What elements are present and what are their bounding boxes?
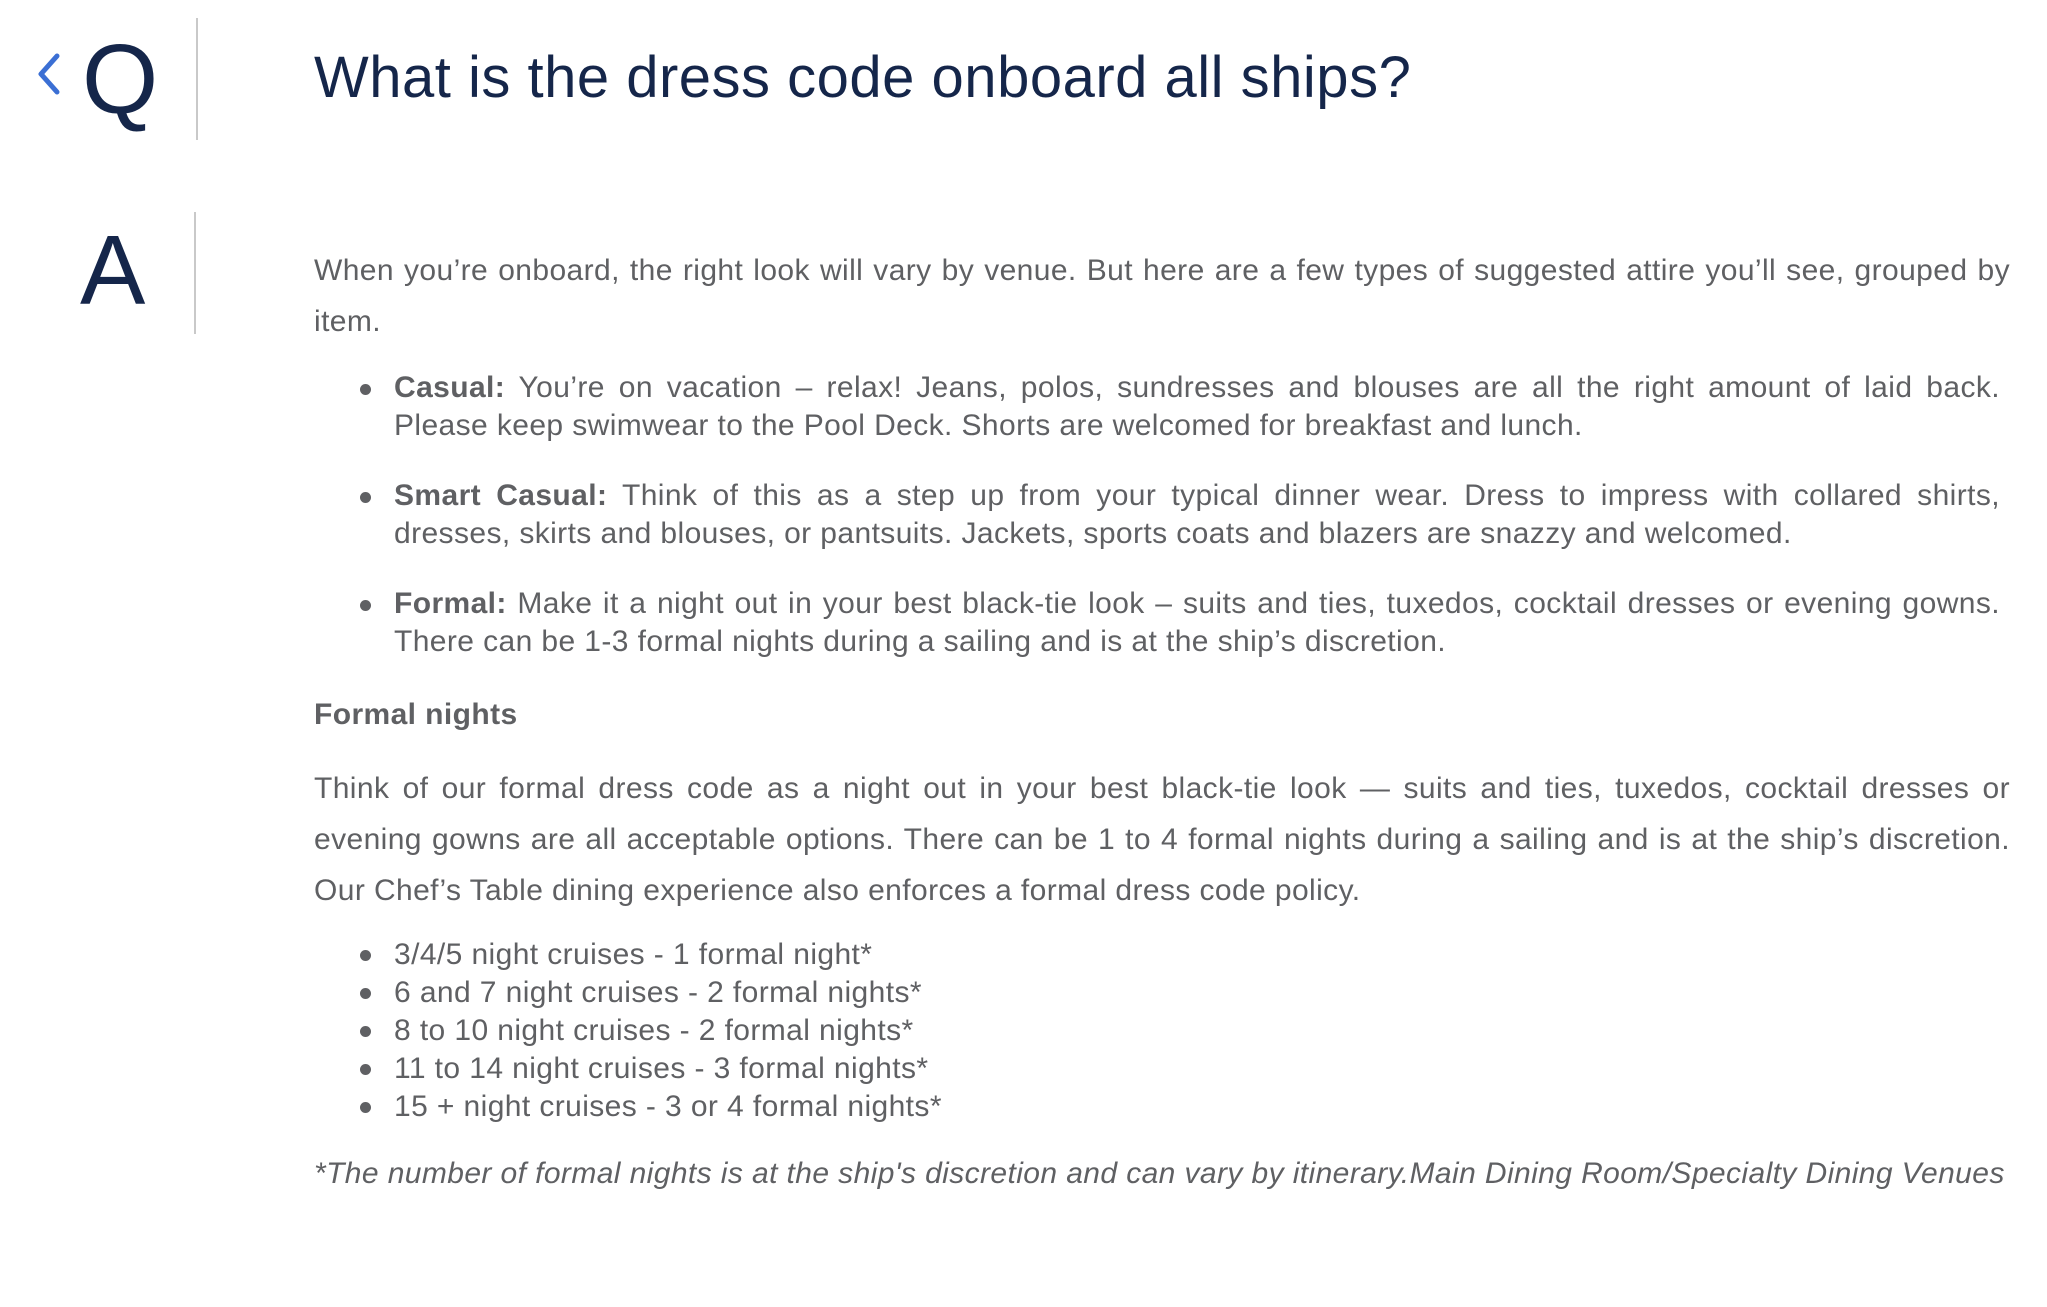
formal-nights-description: Think of our formal dress code as a night out in your best black-tie look — suits and ties, tuxedos, cocktail dresses or evening gowns are all acceptable options. There can be 1 to 4 formal nights during a sailing and is at the ship’s discretion. Our Chef’s Table dining experience also enforces a formal dress code policy.	[314, 772, 2010, 907]
attire-term: Smart Casual:	[394, 479, 608, 512]
formal-nights-list	[314, 936, 2010, 1126]
bullet-icon	[360, 988, 371, 999]
question-letter: Q	[82, 24, 159, 134]
attire-item-smart-casual	[394, 477, 2010, 553]
attire-description: You’re on vacation – relax! Jeans, polos, sundresses and blouses are all the right amount of laid back. Please keep swimwear to the Pool Deck. Shorts are welcomed for breakfast and lunch.	[394, 371, 2000, 442]
attire-item-formal	[394, 585, 2010, 661]
attire-item-casual	[394, 369, 2010, 445]
formal-nights-item: 6 and 7 night cruises - 2 formal nights*	[394, 976, 922, 1009]
list-item	[394, 936, 2010, 974]
formal-nights-item: 15 + night cruises - 3 or 4 formal nights*	[394, 1090, 942, 1123]
question-title: What is the dress code onboard all ships?	[314, 45, 1412, 110]
attire-description: Think of this as a step up from your typical dinner wear. Dress to impress with collared shirts, dresses, skirts and blouses, or pantsuits. Jackets, sports coats and blazers are snazzy and welcomed.	[394, 479, 2000, 550]
answer-intro: When you’re onboard, the right look will vary by venue. But here are a few types of suggested attire you’ll see, grouped by item.	[314, 254, 2010, 338]
list-item	[394, 974, 2010, 1012]
answer-body	[314, 245, 2010, 1199]
bullet-icon	[360, 1026, 371, 1037]
formal-nights-heading: Formal nights	[314, 698, 518, 731]
formal-nights-item: 11 to 14 night cruises - 3 formal nights*	[394, 1052, 929, 1085]
bullet-icon	[360, 1064, 371, 1075]
bullet-icon	[360, 600, 371, 611]
question-divider	[196, 18, 198, 140]
list-item	[394, 1088, 2010, 1126]
footnote: *The number of formal nights is at the ship's discretion and can vary by itinerary.Main Dining Room/Specialty Dining Venues	[314, 1157, 2005, 1190]
list-item	[394, 1050, 2010, 1088]
attire-term: Formal:	[394, 587, 507, 620]
bullet-icon	[360, 1102, 371, 1113]
formal-nights-item: 3/4/5 night cruises - 1 formal night*	[394, 938, 873, 971]
list-item	[394, 1012, 2010, 1050]
answer-letter: A	[80, 215, 146, 325]
chevron-left-icon[interactable]	[33, 50, 69, 98]
bullet-icon	[360, 492, 371, 503]
attire-description: Make it a night out in your best black-tie look – suits and ties, tuxedos, cocktail dresses or evening gowns. There can be 1-3 formal nights during a sailing and is at the ship’s discretion.	[394, 587, 2000, 658]
formal-nights-item: 8 to 10 night cruises - 2 formal nights*	[394, 1014, 914, 1047]
bullet-icon	[360, 950, 371, 961]
answer-divider	[194, 212, 196, 334]
attire-list	[314, 369, 2010, 661]
bullet-icon	[360, 384, 371, 395]
attire-term: Casual:	[394, 371, 506, 404]
